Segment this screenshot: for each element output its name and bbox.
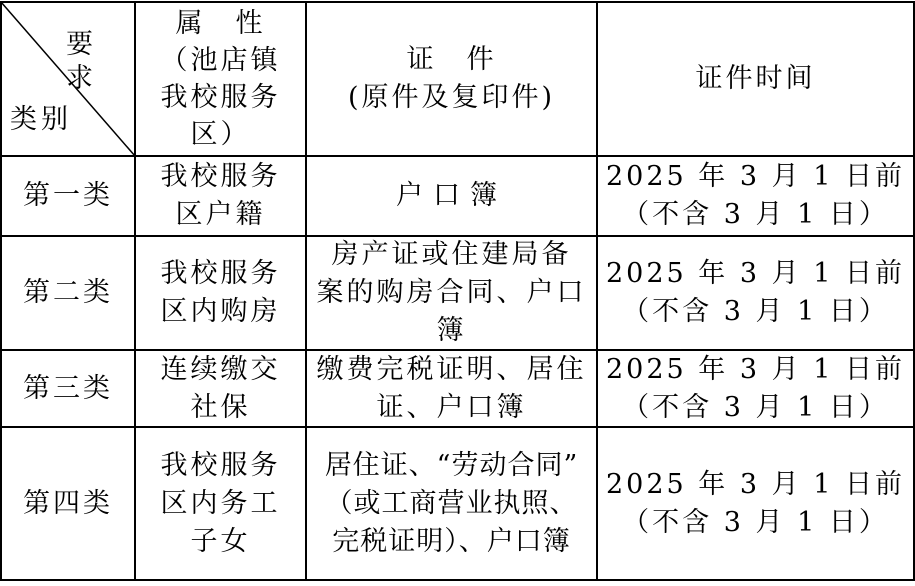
row1-docs (307, 157, 596, 235)
header-attr-line: 属 性 (175, 8, 266, 39)
docs-line: 证、户口簿 (376, 391, 527, 423)
time-line: 2025 年 3 月 1 日前 (606, 161, 905, 192)
corner-header-bottom: 类别 (10, 104, 72, 135)
docs-line: 户口簿 (396, 180, 507, 211)
time-line: 2025 年 3 月 1 日前 (606, 258, 905, 289)
row4-category (2, 428, 134, 579)
row2-category (2, 237, 134, 349)
category-label: 第二类 (23, 277, 113, 308)
attr-line: 我校服务 (160, 161, 281, 192)
docs-line: 簿 (436, 315, 467, 346)
header-attr-line: （池店镇 (160, 45, 281, 76)
row1-attr (136, 157, 305, 235)
docs-line: 完税证明）、户口簿 (332, 525, 571, 557)
header-attr-cell (136, 3, 305, 155)
header-time-label: 证件时间 (695, 63, 816, 94)
category-label: 第一类 (23, 180, 113, 211)
time-line: 2025 年 3 月 1 日前 (606, 468, 905, 500)
row2-time (598, 237, 913, 349)
attr-line: 社保 (190, 391, 251, 423)
time-line: （不含 3 月 1 日） (622, 199, 889, 230)
attr-line: 子女 (190, 525, 251, 557)
attr-line: 连续缴交 (160, 353, 281, 385)
row1-time (598, 157, 913, 235)
header-attr-line: 我校服务 (160, 82, 281, 113)
docs-line: 案的购房合同、户口 (316, 277, 587, 308)
row3-category (2, 351, 134, 426)
row4-docs (307, 428, 596, 579)
row2-docs (307, 237, 596, 349)
category-label: 第三类 (23, 372, 113, 404)
time-line: 2025 年 3 月 1 日前 (606, 353, 905, 385)
header-docs-cell (307, 3, 596, 155)
attr-line: 区内购房 (160, 296, 281, 327)
attr-line: 我校服务 (160, 449, 281, 481)
row4-time (598, 428, 913, 579)
row3-attr (136, 351, 305, 426)
docs-line: 缴费完税证明、居住 (316, 353, 587, 385)
header-docs-line: 证 件 (406, 44, 497, 75)
row3-time (598, 351, 913, 426)
row3-docs (307, 351, 596, 426)
header-docs-line: (原件及复印件) (347, 82, 556, 113)
header-attr-line: 区） (190, 119, 251, 150)
time-line: （不含 3 月 1 日） (622, 296, 889, 327)
category-label: 第四类 (23, 487, 113, 519)
docs-line: 房产证或住建局备 (331, 239, 572, 270)
header-time-cell (598, 3, 913, 155)
row1-category (2, 157, 134, 235)
row2-attr (136, 237, 305, 349)
docs-line: （或工商营业执照、 (325, 487, 578, 519)
row4-attr (136, 428, 305, 579)
time-line: （不含 3 月 1 日） (622, 391, 889, 423)
attr-line: 我校服务 (160, 258, 281, 289)
attr-line: 区户籍 (175, 199, 266, 230)
time-line: （不含 3 月 1 日） (622, 506, 889, 538)
corner-header-top: 要求 (66, 29, 93, 94)
attr-line: 区内务工 (160, 487, 281, 519)
docs-line: 居住证、“劳动合同” (324, 449, 579, 481)
